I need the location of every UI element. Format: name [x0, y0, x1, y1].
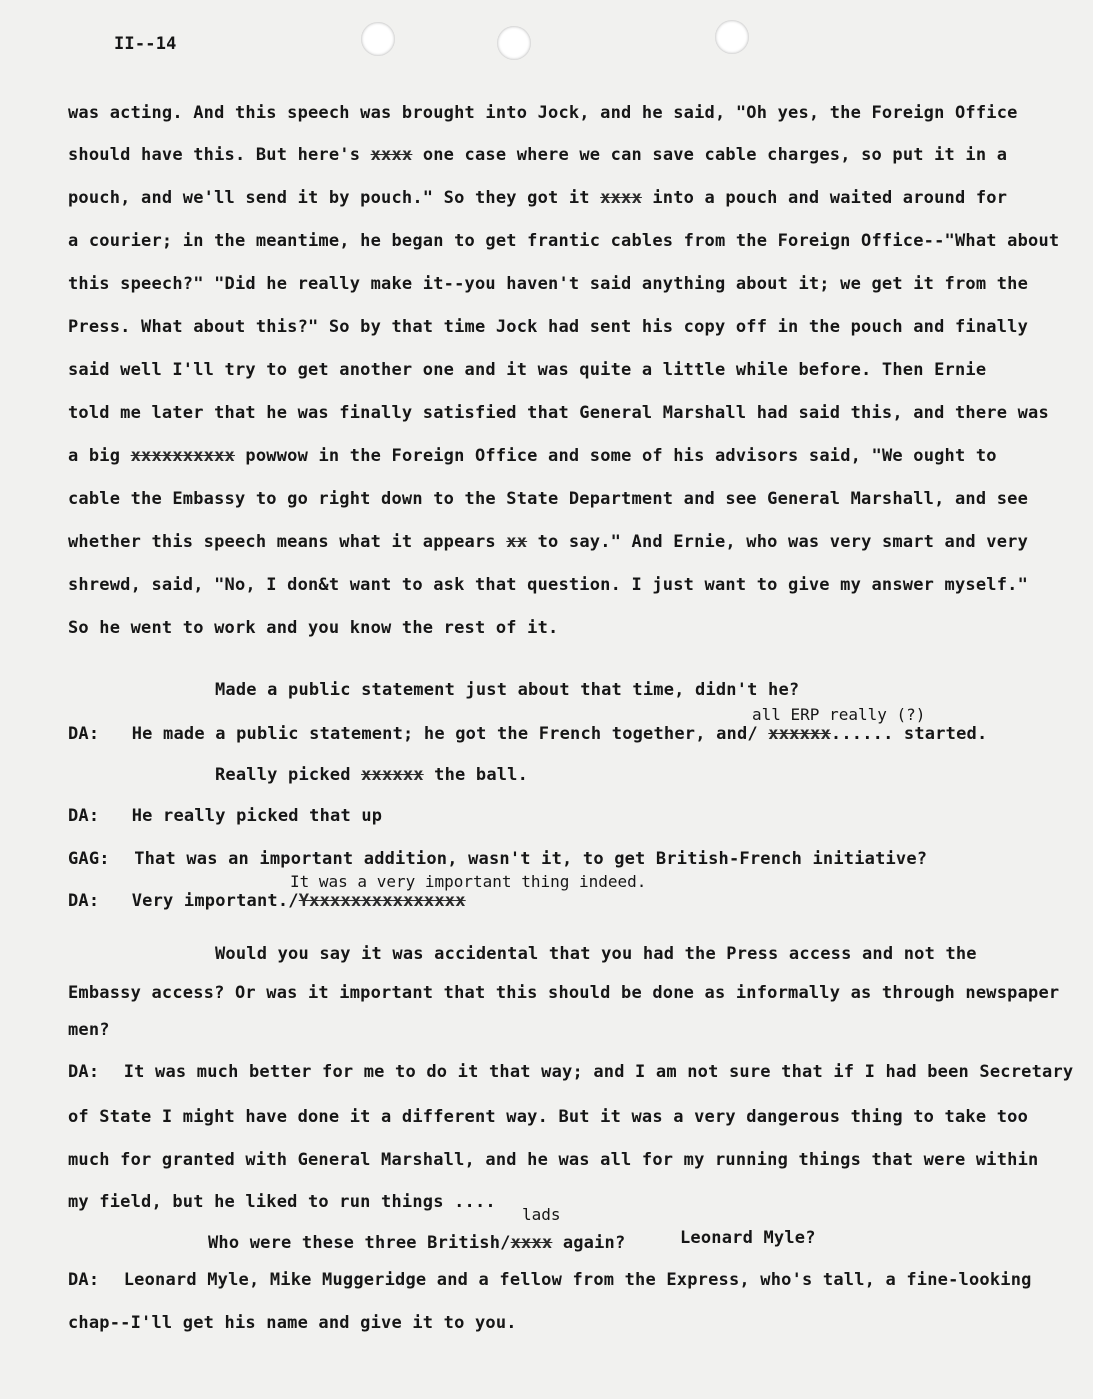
text-span: again? — [562, 1233, 626, 1253]
text-span: That was an important addition, wasn't it, to get British-French initiative? — [134, 849, 928, 869]
question-line: Embassy access? Or was it important that this should be done as informally as through newspaper — [68, 983, 1060, 1003]
answer-line — [68, 724, 987, 744]
speaker-label: GAG: — [68, 849, 110, 869]
text-span: into a pouch and waited around for — [652, 188, 1008, 208]
speaker-label: DA: — [68, 1270, 100, 1290]
punch-hole — [361, 22, 395, 56]
struck-text: xxxxxx — [768, 724, 831, 744]
answer-line — [68, 891, 466, 911]
answer-line — [68, 1270, 1032, 1290]
text-span: pouch, and we'll send it by pouch." So they got it — [68, 188, 590, 208]
text-line: this speech?" "Did he really make it--you haven't said anything about it; we get it from the — [68, 274, 1029, 294]
answer-line — [68, 1062, 1073, 1082]
text-line: cable the Embassy to go right down to the State Department and see General Marshall, and see — [68, 489, 1029, 509]
text-span: a big — [68, 446, 121, 466]
text-span: Leonard Myle, Mike Muggeridge and a fellow from the Express, who's tall, a fine-looking — [123, 1270, 1032, 1290]
text-line: told me later that he was finally satisfied that General Marshall had said this, and there was — [68, 403, 1049, 423]
answer-line: of State I might have done it a different way. But it was a very dangerous thing to take too — [68, 1107, 1029, 1127]
struck-text: xxxx — [510, 1233, 553, 1253]
punch-hole — [497, 26, 531, 60]
struck-text: xxxx — [600, 188, 642, 208]
question-line — [68, 849, 927, 869]
answer-line: my field, but he liked to run things .... — [68, 1192, 496, 1212]
text-span: ...... started. — [830, 724, 988, 744]
text-span: should have this. But here's — [68, 145, 361, 165]
text-line: said well I'll try to get another one and it was quite a little while before. Then Ernie — [68, 360, 987, 380]
answer-line: chap--I'll get his name and give it to you. — [68, 1313, 517, 1333]
text-span: powwow in the Foreign Office and some of his advisors said, "We ought to — [245, 446, 997, 466]
struck-text: xxxx — [370, 145, 413, 165]
question-line — [215, 765, 528, 785]
speaker-label: DA: — [68, 891, 100, 911]
text-line — [68, 188, 1007, 208]
text-span: to say." And Ernie, who was very smart and very — [537, 532, 1029, 552]
text-line — [68, 145, 1007, 165]
text-span: whether this speech means what it appears — [68, 532, 496, 552]
text-line: a courier; in the meantime, he began to get frantic cables from the Foreign Office--"What about — [68, 231, 1060, 251]
struck-text: Yxxxxxxxxxxxxxxx — [298, 891, 466, 911]
answer-line — [68, 806, 382, 826]
text-line — [68, 446, 997, 466]
speaker-label: DA: — [68, 1062, 100, 1082]
text-span: Very important./ — [131, 891, 299, 911]
handwritten-insertion: all ERP really (?) — [752, 705, 926, 724]
question-line — [208, 1233, 625, 1253]
text-span: Really picked — [215, 765, 351, 785]
text-span: He made a public statement; he got the French together, and/ — [131, 724, 758, 744]
text-span: one case where we can save cable charges, so put it in a — [422, 145, 1008, 165]
question-line: men? — [68, 1020, 110, 1040]
struck-text: xxxxxxxxxx — [130, 446, 235, 466]
handwritten-insertion: lads — [522, 1205, 561, 1224]
text-span: It was much better for me to do it that way; and I am not sure that if I had been Secretary — [123, 1062, 1074, 1082]
text-span: He really picked that up — [131, 806, 383, 826]
punch-hole — [715, 20, 749, 54]
question-line: Would you say it was accidental that you had the Press access and not the — [215, 944, 977, 964]
text-span: Who were these three British/ — [208, 1233, 511, 1253]
text-line: was acting. And this speech was brought into Jock, and he said, "Oh yes, the Foreign Office — [68, 103, 1018, 123]
page-number: II--14 — [114, 34, 177, 54]
question-line: Leonard Myle? — [680, 1228, 816, 1248]
text-line — [68, 532, 1028, 552]
speaker-label: DA: — [68, 724, 100, 744]
text-line: So he went to work and you know the rest of it. — [68, 618, 559, 638]
answer-line: much for granted with General Marshall, and he was all for my running things that were within — [68, 1150, 1039, 1170]
question-line: Made a public statement just about that time, didn't he? — [215, 680, 800, 700]
handwritten-insertion: It was a very important thing indeed. — [290, 872, 647, 891]
text-line: Press. What about this?" So by that time Jock had sent his copy off in the pouch and finally — [68, 317, 1029, 337]
text-span: the ball. — [434, 765, 529, 785]
text-line: shrewd, said, "No, I don&t want to ask that question. I just want to give my answer myself." — [68, 575, 1029, 595]
struck-text: xx — [506, 532, 528, 552]
speaker-label: DA: — [68, 806, 100, 826]
struck-text: xxxxxx — [361, 765, 424, 785]
